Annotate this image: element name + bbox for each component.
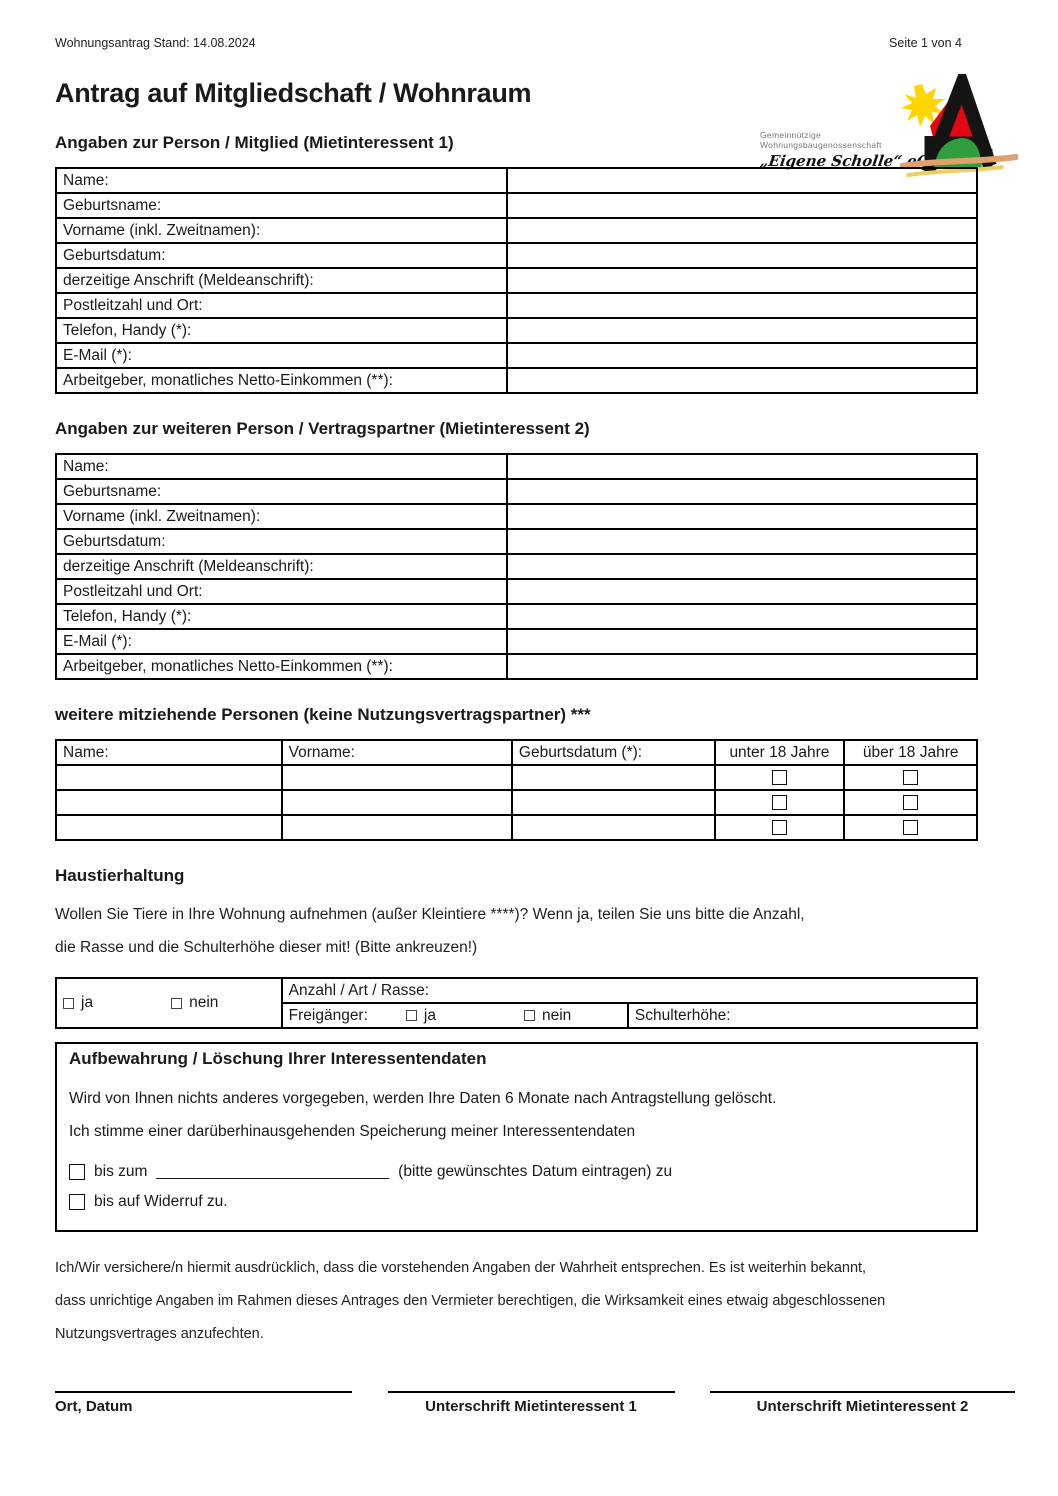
field-label: Telefon, Handy (*):	[56, 318, 507, 343]
input-cell[interactable]	[507, 193, 977, 218]
signature-area	[55, 1391, 1015, 1415]
input-cell[interactable]	[512, 790, 715, 815]
bis-zum-checkbox[interactable]	[69, 1164, 85, 1180]
input-cell[interactable]	[507, 318, 977, 343]
field-label: Postleitzahl und Ort:	[56, 293, 507, 318]
input-cell[interactable]	[507, 343, 977, 368]
field-label: E-Mail (*):	[56, 629, 507, 654]
signature-mietinteressent2	[710, 1391, 1015, 1415]
column-header: Vorname:	[282, 740, 512, 765]
input-cell[interactable]	[507, 168, 977, 193]
bis-zum-label: bis zum	[94, 1163, 148, 1180]
field-label: Arbeitgeber, monatliches Netto-Einkommen (**):	[56, 654, 507, 679]
table-row	[56, 815, 977, 840]
field-label: Geburtsdatum:	[56, 529, 507, 554]
field-label: derzeitige Anschrift (Meldeanschrift):	[56, 268, 507, 293]
page-header	[55, 36, 962, 50]
input-cell[interactable]	[507, 604, 977, 629]
field-label: Telefon, Handy (*):	[56, 604, 507, 629]
field-label: Postleitzahl und Ort:	[56, 579, 507, 604]
input-cell[interactable]	[507, 554, 977, 579]
column-header: Name:	[56, 740, 282, 765]
page-number: Seite 1 von 4	[889, 36, 962, 50]
person1-table	[55, 167, 978, 394]
table-row	[56, 218, 977, 243]
legal-declaration	[55, 1252, 1050, 1351]
anzahl-art-rasse-cell[interactable]: Anzahl / Art / Rasse:	[282, 978, 977, 1003]
legal-line1: Ich/Wir versichere/n hiermit ausdrücklich, dass die vorstehenden Angaben der Wahrheit entsprechen. Es ist weiterhin bekannt,	[55, 1260, 867, 1276]
freigaenger-label: Freigänger:	[288, 1006, 368, 1024]
table-row	[56, 343, 977, 368]
table-row	[56, 790, 977, 815]
additional-persons-table	[55, 739, 978, 841]
section1-heading: Angaben zur Person / Mitglied (Mietinteressent 1)	[55, 133, 454, 152]
field-label: Geburtsdatum:	[56, 243, 507, 268]
table-row	[56, 978, 977, 1003]
input-cell[interactable]	[507, 454, 977, 479]
freigaenger-cell	[282, 1003, 628, 1028]
field-label: Name:	[56, 454, 507, 479]
table-row	[56, 293, 977, 318]
field-label: Arbeitgeber, monatliches Netto-Einkommen (**):	[56, 368, 507, 393]
retention-line2: Ich stimme einer darüberhinausgehenden Speicherung meiner Interessentendaten	[69, 1123, 636, 1140]
over18-checkbox[interactable]	[903, 770, 918, 785]
input-cell[interactable]	[507, 529, 977, 554]
signature-line[interactable]	[55, 1391, 352, 1393]
input-cell[interactable]	[507, 479, 977, 504]
table-row	[56, 554, 977, 579]
widerruf-label: bis auf Widerruf zu.	[94, 1193, 228, 1210]
pets-ja-label: ja	[81, 994, 94, 1011]
date-blank-line[interactable]: ___________________________	[156, 1163, 390, 1180]
section2-heading: Angaben zur weiteren Person / Vertragspartner (Mietinteressent 2)	[55, 419, 590, 438]
input-cell[interactable]	[282, 765, 512, 790]
field-label: Name:	[56, 168, 507, 193]
signature-label: Unterschrift Mietinteressent 2	[756, 1398, 969, 1415]
signature-label: Unterschrift Mietinteressent 1	[425, 1398, 637, 1415]
over18-checkbox[interactable]	[903, 795, 918, 810]
table-row	[56, 368, 977, 393]
freigaenger-ja-label: ja	[423, 1006, 436, 1024]
table-row	[56, 629, 977, 654]
input-cell[interactable]	[507, 268, 977, 293]
freigaenger-nein-label: nein	[541, 1006, 572, 1024]
retention-text	[69, 1082, 964, 1148]
pets-question-line1: Wollen Sie Tiere in Ihre Wohnung aufnehmen (außer Kleintiere ****)? Wenn ja, teilen Sie uns bitte die Anzahl,	[55, 906, 805, 923]
input-cell[interactable]	[507, 629, 977, 654]
freigaenger-ja-checkbox[interactable]	[406, 1010, 417, 1021]
schulterhoehe-cell[interactable]: Schulterhöhe:	[628, 1003, 977, 1028]
input-cell[interactable]	[507, 243, 977, 268]
signature-label: Ort, Datum	[55, 1398, 133, 1415]
table-row	[56, 243, 977, 268]
pets-nein-label: nein	[189, 994, 219, 1011]
signature-mietinteressent1	[388, 1391, 675, 1415]
table-row	[56, 654, 977, 679]
company-name-line2: Wohnungsbaugenossenschaft	[760, 140, 882, 150]
retention-options	[69, 1157, 964, 1217]
retention-heading: Aufbewahrung / Löschung Ihrer Interessentendaten	[69, 1049, 487, 1068]
table-row	[56, 604, 977, 629]
widerruf-checkbox[interactable]	[69, 1194, 85, 1210]
table-header-row	[56, 740, 977, 765]
field-label: derzeitige Anschrift (Meldeanschrift):	[56, 554, 507, 579]
table-row	[56, 765, 977, 790]
under18-checkbox[interactable]	[772, 795, 787, 810]
field-label: Geburtsname:	[56, 193, 507, 218]
retention-line1: Wird von Ihnen nichts anderes vorgegeben, werden Ihre Daten 6 Monate nach Antragstellung gelöscht.	[69, 1090, 777, 1107]
pets-ja-checkbox[interactable]	[63, 998, 74, 1009]
input-cell[interactable]	[507, 579, 977, 604]
column-header: über 18 Jahre	[844, 740, 977, 765]
input-cell[interactable]	[282, 815, 512, 840]
signature-line[interactable]	[388, 1391, 675, 1393]
input-cell[interactable]	[56, 765, 282, 790]
table-row	[56, 268, 977, 293]
table-row	[56, 504, 977, 529]
pets-heading: Haustierhaltung	[55, 866, 185, 885]
input-cell[interactable]	[56, 815, 282, 840]
column-header: Geburtsdatum (*):	[512, 740, 715, 765]
bis-zum-suffix: (bitte gewünschtes Datum eintragen) zu	[398, 1163, 673, 1180]
pets-question-line2: die Rasse und die Schulterhöhe dieser mit! (Bitte ankreuzen!)	[55, 939, 478, 956]
input-cell[interactable]	[507, 368, 977, 393]
legal-line2: dass unrichtige Angaben im Rahmen dieses Antrages den Vermieter berechtigen, die Wirksamkeit eines etwaig abgeschlossenen	[55, 1293, 886, 1309]
signature-line[interactable]	[710, 1391, 1015, 1393]
pets-table	[55, 977, 978, 1029]
under18-checkbox[interactable]	[772, 770, 787, 785]
column-header: unter 18 Jahre	[715, 740, 845, 765]
retention-option-date	[69, 1157, 964, 1187]
input-cell[interactable]	[507, 218, 977, 243]
company-name-line1: Gemeinnützige	[760, 130, 822, 140]
table-row	[56, 529, 977, 554]
field-label: E-Mail (*):	[56, 343, 507, 368]
retention-option-widerruf	[69, 1187, 964, 1217]
freigaenger-nein-checkbox[interactable]	[524, 1010, 535, 1021]
legal-line3: Nutzungsvertrages anzufechten.	[55, 1326, 264, 1342]
table-row	[56, 479, 977, 504]
field-label: Vorname (inkl. Zweitnamen):	[56, 218, 507, 243]
input-cell[interactable]	[507, 293, 977, 318]
input-cell[interactable]	[512, 815, 715, 840]
input-cell[interactable]	[56, 790, 282, 815]
input-cell[interactable]	[507, 654, 977, 679]
table-row	[56, 318, 977, 343]
pets-janein-cell	[56, 978, 282, 1028]
field-label: Vorname (inkl. Zweitnamen):	[56, 504, 507, 529]
signature-ort-datum	[55, 1391, 352, 1415]
section3-heading: weitere mitziehende Personen (keine Nutzungsvertragspartner) ***	[55, 705, 591, 724]
table-row	[56, 454, 977, 479]
company-name-script: „Eigene Scholle“ eG	[758, 152, 931, 170]
data-retention-box	[55, 1042, 978, 1232]
page-title: Antrag auf Mitgliedschaft / Wohnraum	[55, 78, 532, 108]
under18-checkbox[interactable]	[772, 820, 787, 835]
field-label: Geburtsname:	[56, 479, 507, 504]
table-row	[56, 168, 977, 193]
input-cell[interactable]	[282, 790, 512, 815]
person2-table	[55, 453, 978, 680]
input-cell[interactable]	[512, 765, 715, 790]
pets-question	[55, 898, 962, 964]
pets-nein-checkbox[interactable]	[171, 998, 182, 1009]
over18-checkbox[interactable]	[903, 820, 918, 835]
input-cell[interactable]	[507, 504, 977, 529]
table-row	[56, 193, 977, 218]
table-row	[56, 579, 977, 604]
document-status: Wohnungsantrag Stand: 14.08.2024	[55, 36, 256, 50]
